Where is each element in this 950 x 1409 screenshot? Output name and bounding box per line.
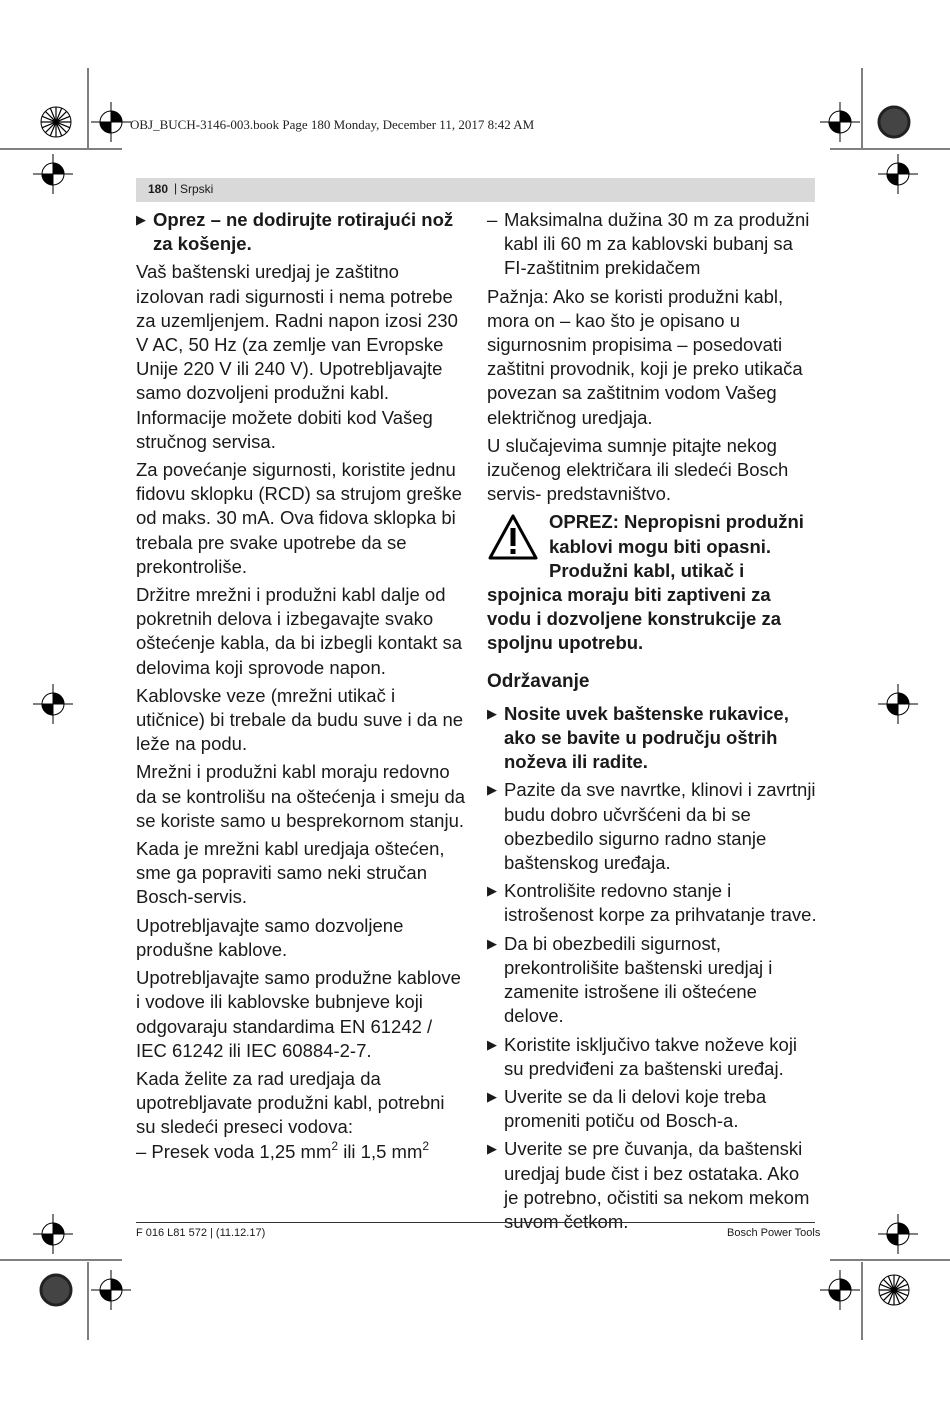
- paragraph: Kada je mrežni kabl uredjaja oštećen, sme ga popraviti samo neki stručan Bosch-servis.: [136, 838, 445, 908]
- bullet-text: Uverite se da li delovi koje treba promeniti potiču od Bosch-a.: [504, 1085, 767, 1132]
- bullet-item: [487, 1137, 817, 1234]
- bullet-item: [487, 932, 817, 1029]
- footer-doc-number: F 016 L81 572 | (11.12.17): [136, 1227, 266, 1239]
- triangle-right-icon: ▶: [487, 883, 497, 899]
- triangle-right-icon: ▶: [487, 1088, 497, 1104]
- warning-text: OPREZ: Nepropisni produžni kablovi mogu biti opasni. Produžni kabl, utikač i spojnica moraju biti zaptiveni za vodu i dozvoljene konstrukcije za spoljnu upotrebu.: [487, 511, 804, 654]
- paragraph: Upotrebljavajte samo dozvoljene produšne kablove.: [136, 914, 404, 960]
- bullet-item: [487, 1033, 817, 1081]
- paragraph: Držitre mrežni i produžni kabl dalje od pokretnih delova i izbegavajte svako oštećenje kabla, da bi izbegli kontakt sa delovima koji sprovode napon.: [136, 584, 463, 678]
- cross-section-item: [136, 1140, 466, 1164]
- bullet-text: Nosite uvek baštenske rukavice, ako se bavite u području oštrih noževa ili radite.: [504, 702, 789, 773]
- cross-section-prefix: – Presek voda 1,25 mm: [136, 1140, 332, 1162]
- page-header: [136, 178, 815, 202]
- dash-mark: –: [487, 209, 498, 230]
- triangle-right-icon: ▶: [487, 782, 497, 798]
- print-job-info: OBJ_BUCH-3146-003.book Page 180 Monday, December 11, 2017 8:42 AM: [130, 117, 535, 132]
- paragraph: U slučajevima sumnje pitajte nekog izučenog električara ili sledeći Bosch servis- predstavništvo.: [487, 434, 789, 505]
- superscript: 2: [331, 1138, 339, 1153]
- paragraph: Kada želite za rad uredjaja da upotrebljavate produžni kabl, potrebni su sledeći preseci vodova:: [136, 1067, 445, 1138]
- bullet-item: [487, 1085, 817, 1133]
- bullet-text: Oprez – ne dodirujte rotirajući nož za košenje.: [153, 209, 454, 255]
- right-column: [487, 208, 817, 1238]
- bullet-warning-blade: [136, 208, 466, 256]
- paragraph: Mrežni i produžni kabl moraju redovno da se kontrolišu na oštećenja i smeju da se koriste samo u besprekornom stanju.: [136, 761, 466, 831]
- bullet-text: Uverite se pre čuvanja, da baštenski uredjaj bude čist i bez ostataka. Ako je potrebno, očistiti sa nekom mekom suvom četkom.: [504, 1138, 810, 1232]
- header-separator: |: [174, 181, 178, 195]
- paragraph: Kablovske veze (mrežni utikač i utičnice) bi trebale da budu suve i da ne leže na podu.: [136, 684, 464, 755]
- paragraph: Pažnja: Ako se koristi produžni kabl, mora on – kao što je opisano u sigurnosnim propisima – posedovati zaštitni provodnik, koji je preko utikača povezan sa zaštitnim vodom Vašeg električnog uredjaja.: [487, 285, 803, 428]
- footer-brand: Bosch Power Tools: [727, 1227, 821, 1239]
- triangle-right-icon: ▶: [487, 705, 497, 721]
- paragraph: Za povećanje sigurnosti, koristite jednu fidovu sklopku (RCD) sa strujom greške od maks. 30 mA. Ova fidova sklopka bi trebala pre svake upotrebe da se prekontroliše.: [136, 459, 462, 577]
- triangle-right-icon: ▶: [487, 935, 497, 951]
- section-heading-maintenance: Održavanje: [487, 670, 590, 692]
- cross-section-mid: ili 1,5 mm: [338, 1140, 423, 1162]
- bullet-item: [487, 778, 817, 875]
- warning-block: [487, 510, 817, 655]
- page-number: 180: [148, 182, 169, 196]
- bullet-text: Da bi obezbedili sigurnost, prekontrolišite baštenski uredjaj i zamenite istrošene ili oštećene delove.: [504, 932, 773, 1027]
- header-language: Srpski: [180, 182, 214, 196]
- bullet-text: Kontrolišite redovno stanje i istrošenost korpe za prihvatanje trave.: [504, 880, 817, 926]
- paragraph: Vaš baštenski uredjaj je zaštitno izolovan radi sigurnosti i nema potrebe za uzemljenjem. Radni napon izosi 230 V AC, 50 Hz (za zemlje van Evropske Unije 220 V ili 240 V). Upotrebljavajte samo dozvoljeni produžni kabl. Informacije možete dobiti kod Vašeg stručnog servisa.: [136, 261, 458, 452]
- triangle-right-icon: ▶: [487, 1036, 497, 1052]
- paragraph: Upotrebljavajte samo produžne kablove i vodove ili kablovske bubnjeve koji odgovaraju standardima EN 61242 / IEC 61242 ili IEC 60884-2-7.: [136, 967, 461, 1061]
- bullet-item: [487, 702, 817, 775]
- bullet-text: Pazite da sve navrtke, klinovi i zavrtnji budu dobro učvršćeni da bi se obezbedilo sigurno radno stanje baštenskog uređaja.: [504, 779, 816, 874]
- dash-text: Maksimalna dužina 30 m za produžni kabl ili 60 m za kablovski bubanj sa FI-zaštitnim prekidačem: [504, 209, 810, 279]
- bullet-text: Koristite isključivo takve noževe koji su predviđeni za baštenski uređaj.: [504, 1033, 798, 1079]
- triangle-right-icon: ▶: [487, 1141, 497, 1157]
- dash-item: [487, 208, 817, 281]
- left-column: [136, 208, 466, 1168]
- bullet-item: [487, 879, 817, 927]
- triangle-right-icon: ▶: [136, 212, 146, 227]
- superscript: 2: [422, 1138, 430, 1153]
- footer-divider: [136, 1222, 815, 1223]
- warning-triangle-icon: [487, 512, 539, 564]
